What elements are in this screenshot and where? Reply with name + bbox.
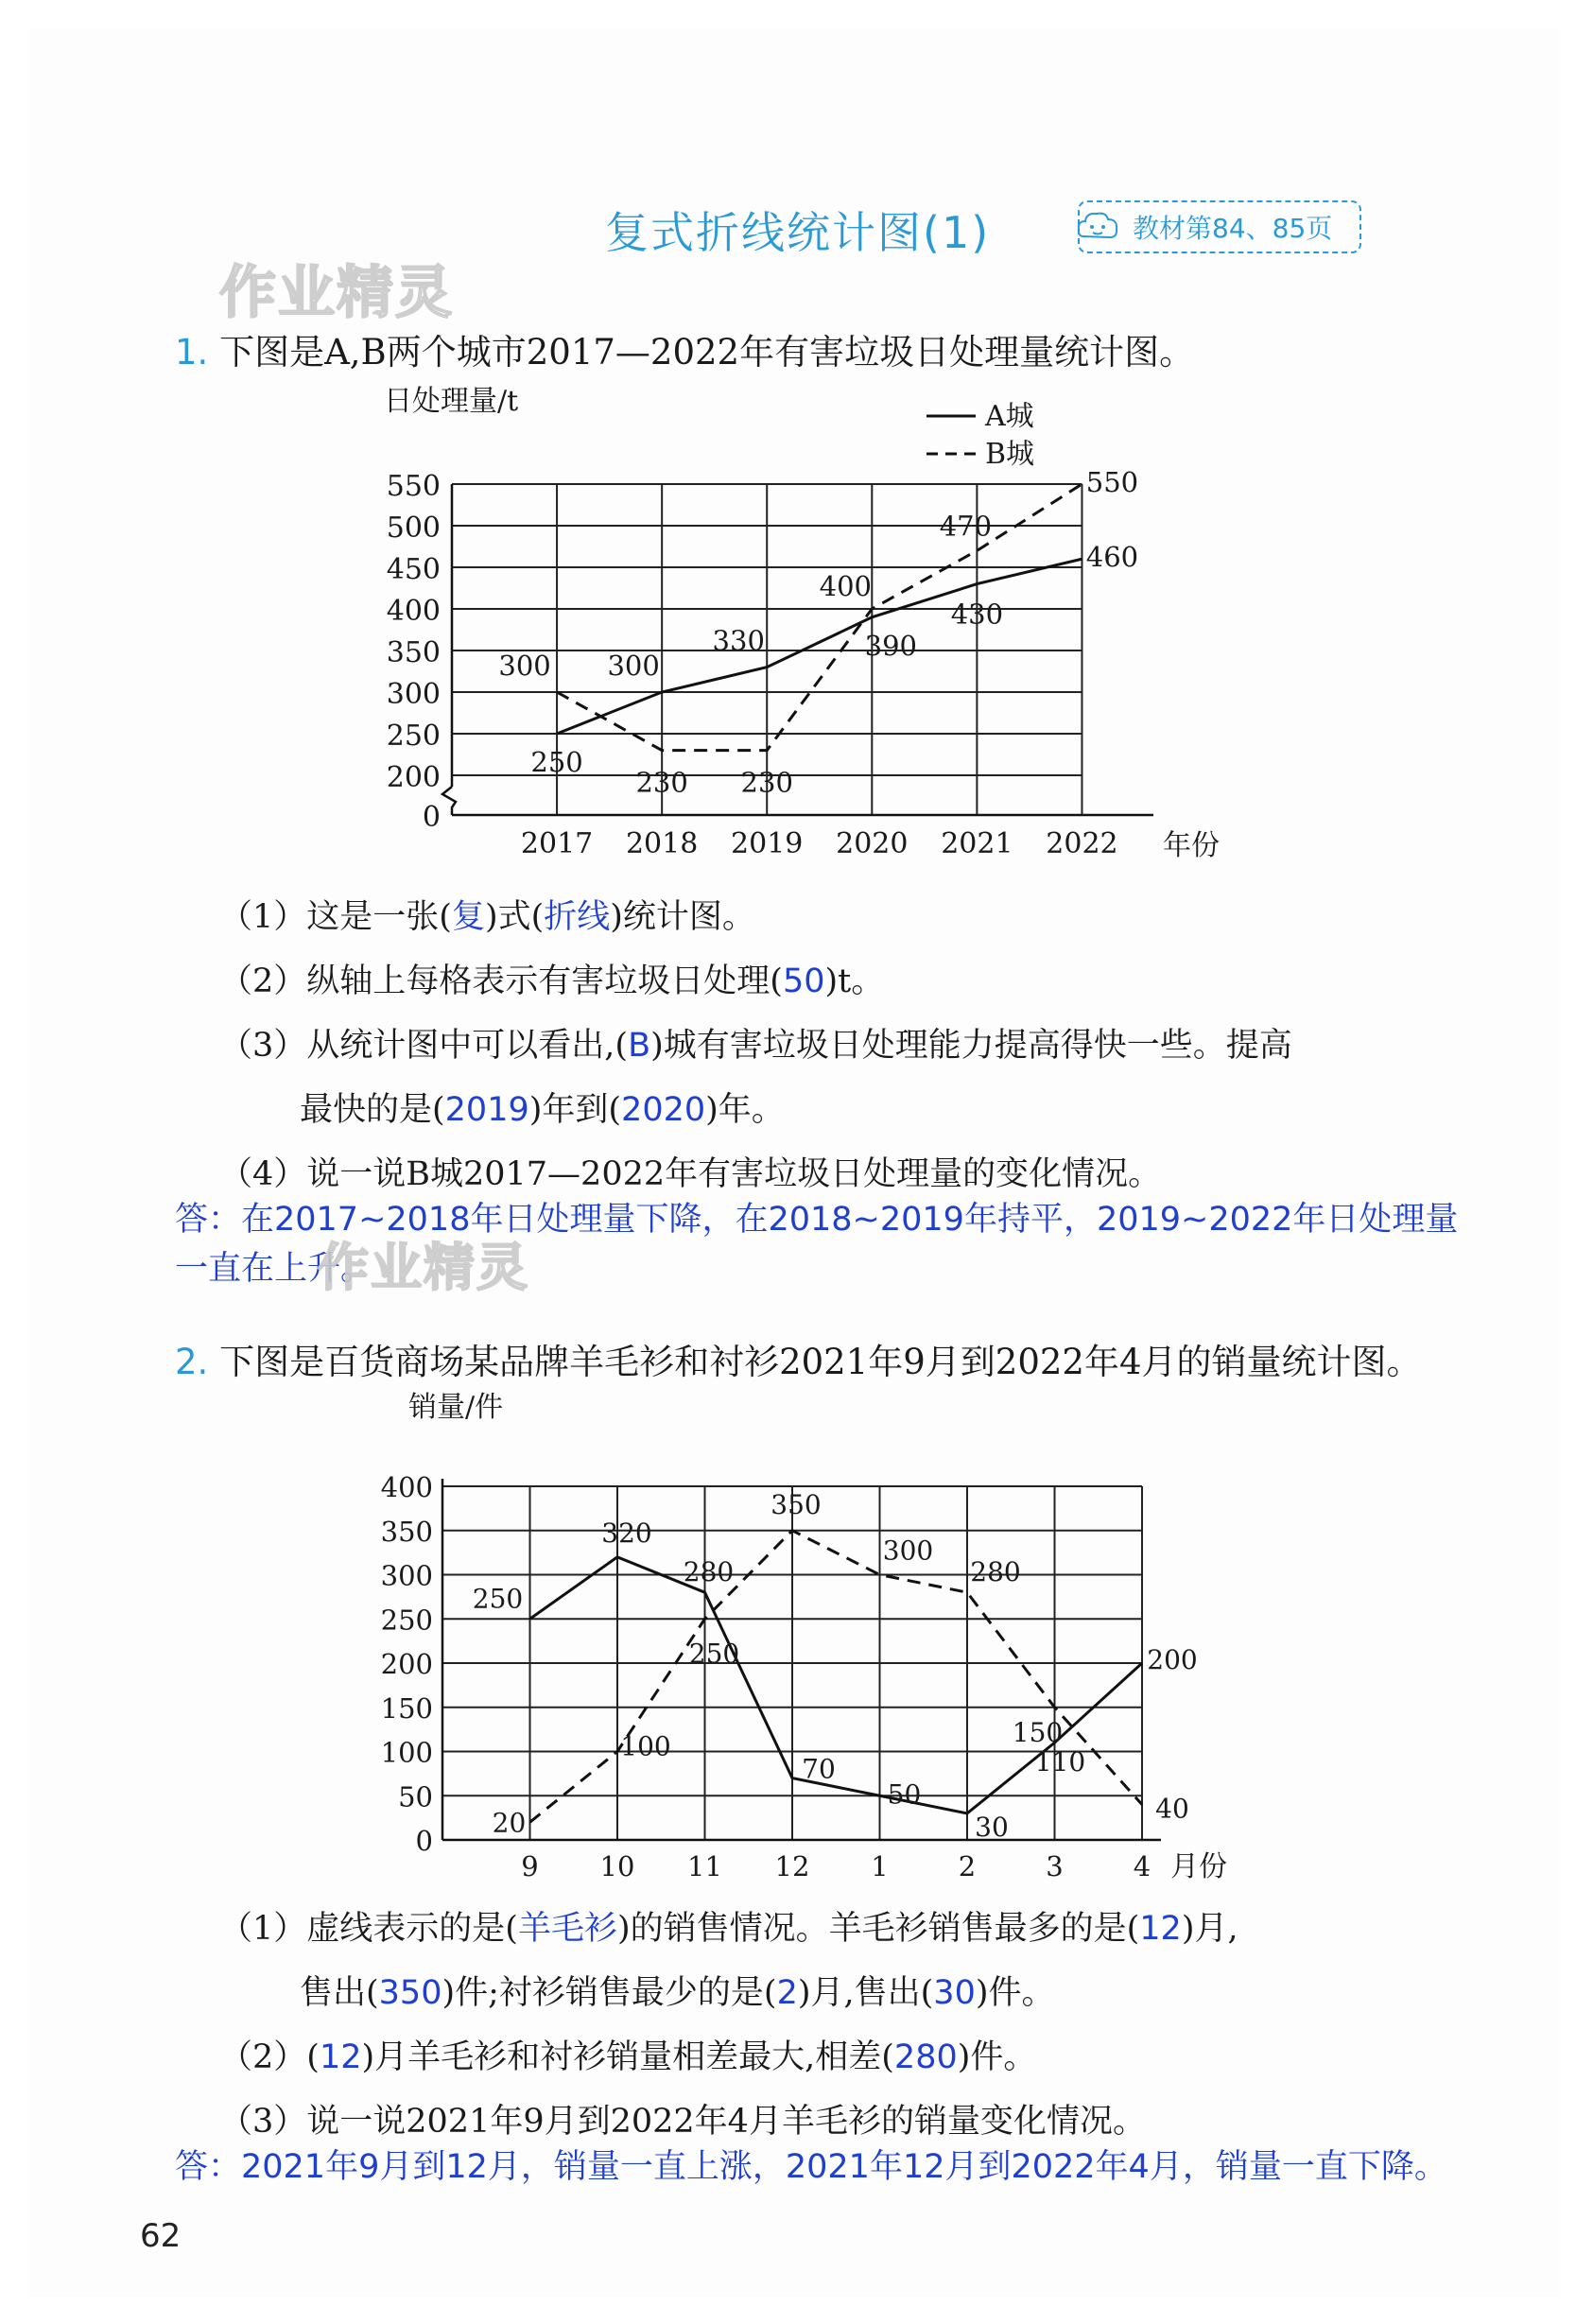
data-label: 100 [620,1730,671,1762]
x-tick-label: 2019 [731,827,804,860]
y-tick-label: 500 [386,512,441,545]
x-tick-label: 2020 [836,827,909,860]
x-axis-label: 月份 [1170,1850,1227,1883]
y-tick-label: 400 [386,595,441,628]
q1-sub1-answer-1: 复 [451,898,485,936]
q1-sub1-answer-2: 折线 [544,898,611,936]
data-label: 250 [472,1583,524,1615]
y-tick-label: 300 [386,678,441,711]
data-label: 350 [771,1488,822,1520]
q2-sub1-answer-1: 羊毛衫 [517,1910,617,1948]
x-tick-label: 2017 [520,827,594,860]
data-label: 30 [975,1811,1009,1843]
q1-sub4: （4）说一说B城2017—2022年有害垃圾日处理量的变化情况。 [219,1155,1162,1193]
q1-number: 1. [175,332,209,373]
q2-prompt-line [175,1333,1421,1384]
y-tick-label: 100 [380,1736,433,1769]
q2-answer: 答：2021年9月到12月，销量一直上涨，2021年12月到2022年4月，销量一直下降。 [175,2148,1447,2186]
q2-sub1-answer-2: 12 [1139,1910,1182,1948]
q1-answer-line-1: 答：在2017~2018年日处理量下降，在2018~2019年持平，2019~2022年日处理量 [175,1201,1459,1239]
data-label: 300 [498,650,551,682]
data-label: 70 [802,1753,836,1785]
y-tick-label: 450 [386,553,441,586]
q2-number: 2. [175,1342,209,1382]
data-label: 50 [887,1778,922,1811]
x-tick-label: 11 [687,1850,722,1882]
data-label: 280 [683,1556,735,1588]
data-label: 300 [882,1535,934,1567]
legend-label-b: B城 [985,438,1035,471]
x-tick-label: 2 [958,1850,977,1882]
data-label: 250 [688,1638,740,1670]
data-label: 110 [1034,1746,1086,1778]
y-tick-label: 200 [380,1648,433,1680]
q1-answer-line-2: 一直在上升。 [175,1250,374,1288]
y-tick-label: 200 [386,761,441,794]
x-tick-label: 9 [521,1850,539,1882]
x-tick-label: 2021 [941,827,1013,860]
textbook-reference-badge [1078,200,1361,253]
q1-sub2: （2）纵轴上每格表示有害垃圾日处理(50)t。 [219,963,885,1000]
axis-break-mark [442,787,456,815]
x-tick-label: 4 [1133,1850,1151,1882]
x-tick-label: 1 [871,1850,889,1882]
y-tick-label: 300 [380,1559,433,1592]
page-title: 复式折线统计图(1) [605,207,991,258]
x-tick-label: 3 [1046,1850,1064,1882]
q2-sub2: （2）(12)月羊毛衫和衬衫销量相差最大,相差(280)件。 [219,2038,1037,2076]
q2-sub2-answer-2: 280 [893,2038,958,2076]
q1-sub3-answer: B [628,1027,651,1065]
data-label: 330 [712,624,765,657]
y-tick-label: 0 [422,801,441,834]
data-label: 470 [939,510,993,543]
data-label: 40 [1155,1793,1189,1825]
x-tick-label: 2022 [1046,827,1118,860]
q2-line-chart [378,1382,1305,1912]
page-number: 62 [140,2217,182,2255]
q2-sub1-answer-5: 30 [933,1974,976,2012]
legend-label-a: A城 [985,400,1034,433]
q1-sub1: （1）这是一张(复)式(折线)统计图。 [219,898,755,936]
y-tick-label: 550 [386,470,441,503]
watermark-logo: 作业精灵 [219,260,454,326]
q1-sub3-answer-3: 2020 [621,1091,706,1129]
q2-sub1-continued: 售出(350)件;衬衫销售最少的是(2)月,售出(30)件。 [300,1974,1055,2012]
q1-sub3-continued: 最快的是(2019)年到(2020)年。 [300,1091,785,1129]
textbook-reference-text: 教材第84、85页 [1133,213,1333,244]
q2-sub3: （3）说一说2021年9月到2022年4月羊毛衫的销量变化情况。 [219,2103,1146,2141]
q1-prompt: 下图是A,B两个城市2017—2022年有害垃圾日处理量统计图。 [219,332,1195,373]
q1-sub2-answer: 50 [782,963,825,1000]
data-label: 280 [970,1556,1021,1588]
q2-sub1: （1）虚线表示的是(羊毛衫)的销售情况。羊毛衫销售最多的是(12)月, [219,1910,1238,1948]
y-tick-label: 50 [398,1780,433,1813]
y-tick-label: 350 [386,636,441,669]
cloud-face-icon [1076,208,1119,246]
data-label: 430 [950,598,1004,631]
q2-sub1-answer-4: 2 [776,1974,798,2012]
x-tick-label: 10 [599,1850,635,1882]
data-label: 230 [635,766,688,799]
data-label: 250 [530,746,583,778]
y-axis-label: 销量/件 [408,1391,504,1424]
data-label: 300 [607,650,660,682]
q1-sub3: （3）从统计图中可以看出,(B)城有害垃圾日处理能力提高得快一些。提高 [219,1027,1292,1065]
data-label: 20 [492,1807,527,1839]
q1-line-chart [378,378,1267,870]
y-tick-label: 350 [380,1515,433,1548]
data-label: 200 [1147,1644,1198,1675]
x-axis-label: 年份 [1163,829,1220,862]
y-tick-label: 400 [380,1471,433,1503]
q2-sub1-answer-3: 350 [378,1974,442,2012]
q1-prompt-line [175,323,1194,374]
data-label: 150 [1012,1716,1064,1748]
data-label: 460 [1085,541,1139,574]
q2-prompt: 下图是百货商场某品牌羊毛衫和衬衫2021年9月到2022年4月的销量统计图。 [219,1342,1422,1382]
data-label: 550 [1085,466,1139,498]
data-label: 230 [740,766,793,799]
y-axis-label: 日处理量/t [384,385,519,418]
x-tick-label: 12 [774,1850,810,1882]
data-label: 400 [819,570,872,602]
series-line-b [557,484,1082,751]
data-label: 390 [864,629,917,662]
y-tick-label: 250 [380,1604,433,1637]
y-tick-label: 250 [386,720,441,753]
data-label: 320 [601,1517,652,1549]
q1-sub3-answer-2: 2019 [444,1091,529,1129]
q2-sub2-answer-1: 12 [319,2038,362,2076]
y-tick-label: 150 [380,1691,433,1725]
x-tick-label: 2018 [625,827,699,860]
y-tick-label: 0 [415,1825,433,1857]
watermark-logo-2: 作业精灵 [318,1238,529,1297]
